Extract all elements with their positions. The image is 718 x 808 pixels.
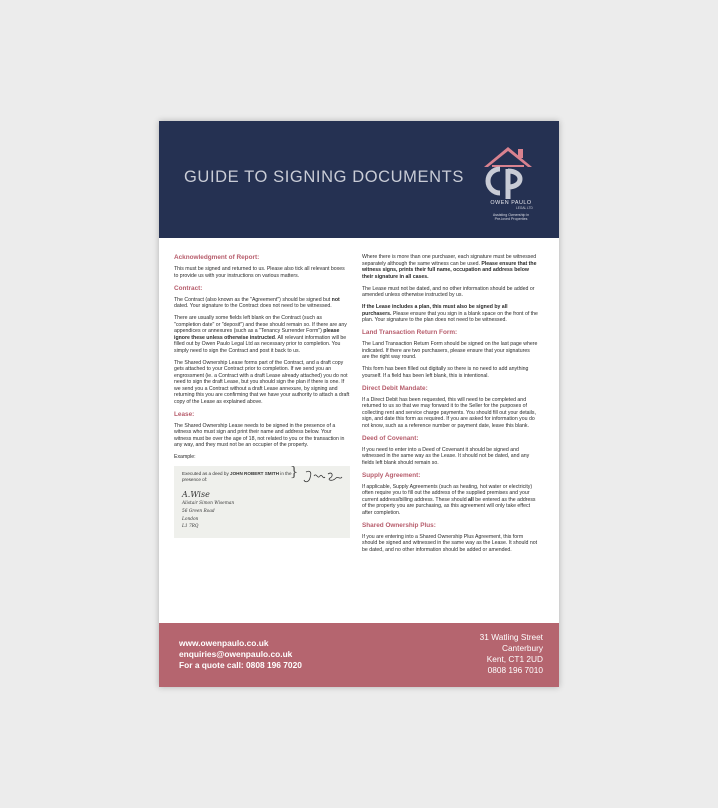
address-line: 31 Watling Street [479, 632, 543, 642]
section-heading-lease: Lease: [174, 410, 195, 418]
email-link[interactable]: enquiries@owenpaulo.co.uk [179, 649, 293, 659]
paragraph: If the Lease includes a plan, this must also be signed by all purchasers. Please ensure that you sign in a blank space on the front of the plan. Your signature to the plan does not need to be witnessed. [362, 304, 538, 323]
paragraph: If applicable, Supply Agreements (such as heating, hot water or electricity) often require you to fill out the address of the supplied premises and your current address/billing address. These should all be entered as the address of the property you are purchasing, as this agreement will only take effect after completion. [362, 483, 536, 516]
footer-address [480, 632, 543, 676]
john-smith-signature [302, 468, 346, 486]
witness-signature: A.Wise [182, 490, 210, 499]
witness-address-line: London [182, 516, 199, 522]
paragraph: If you need to enter into a Deed of Covenant it should be signed and witnessed in the same way as the Lease. It should not be dated, and any fields left blank should remain so. [362, 446, 530, 466]
paragraph: If you are entering into a Shared Ownership Plus Agreement, this form should be signed and witnessed in the same way as the Lease. It should not be dated, and no other information should be added or amended. [362, 533, 538, 553]
witness-address-line: 56 Green Road [182, 508, 215, 514]
witness-details [182, 490, 234, 531]
content-area [174, 254, 544, 616]
paragraph: The Lease must not be dated, and no other information should be added or amended unless otherwise instructed by us. [362, 285, 535, 298]
brand-tagline [470, 213, 552, 222]
website-link[interactable]: www.owenpaulo.co.uk [179, 638, 269, 648]
office-phone: 0808 196 7010 [487, 665, 543, 675]
paragraph: The Land Transaction Return Form should be signed on the last page where indicated. If there are two purchasers, please ensure that your signatures are the right way round. [362, 341, 538, 360]
company-logo [470, 143, 552, 233]
execution-clause: Executed as a deed by JOHN ROBERT SMITH in the presence of: [182, 471, 292, 482]
example-label: Example: [174, 454, 196, 460]
left-column [174, 254, 350, 538]
page-title: GUIDE TO SIGNING DOCUMENTS [184, 168, 464, 186]
paragraph: If a Direct Debit has been requested, this will need to be completed and returned to us so that we may forward it to the Seller for the purposes of collecting rent and service charge payments. You should fill out your details, sign, and date this form as required. If you are asked for information you do not know, such as a reference number or payment date, leave this blank. [362, 396, 536, 429]
section-heading-land-transaction: Land Transaction Return Form: [362, 329, 458, 336]
brand-legal: LEGAL LTD [516, 206, 533, 210]
paragraph: The Shared Ownership Lease forms part of the Contract, and a draft copy gets attached to your Contract prior to completion. If we send you an engrossment (ie. a Contract with a draft Lease already attached) you do not need to sign the draft Lease, but you should sign the plan if there is one. If we send you a Contract without a draft Lease annexure, by signing and returning this you are confirming that we have your authority to attach a draft copy of the Lease as explained above. [174, 359, 350, 405]
quote-phone: For a quote call: 0808 196 7020 [179, 660, 302, 670]
paragraph: This must be signed and returned to us. Please also tick all relevant boxes to provide us with your instructions on various matters. [174, 266, 345, 279]
footer-banner [159, 623, 559, 687]
witness-name: Alistair Simon Wiseman [182, 501, 235, 506]
document-page [159, 121, 559, 687]
header-banner [159, 121, 559, 238]
tagline-line-1: Assisting Ownership in [492, 213, 530, 217]
brace-symbol: } [290, 465, 299, 480]
section-heading-supply-agreement: Supply Agreement: [362, 471, 421, 479]
section-heading-direct-debit: Direct Debit Mandate: [362, 384, 428, 392]
section-heading-acknowledgment: Acknowledgment of Report: [174, 254, 260, 261]
address-line: Kent, CT1 2UD [486, 654, 543, 664]
paragraph: There are usually some fields left blank on the Contract (such as "completion date" or "deposit") and these should remain so. If there are any appendices or annexures (such as a "Tenancy Surrender Form") please ignore these unless otherwise instructed. All relevant information will be filled out by Owen Paulo Legal Ltd as necessary prior to completion. You simply need to sign the Contract and post it back to us. [174, 315, 347, 354]
witness-address-line: L1 7RQ [182, 524, 199, 530]
footer-contacts [179, 638, 302, 671]
tagline-line-2: Pre-loved Properties [494, 217, 528, 222]
paragraph: This form has been filled out digitally so there is no need to add anything yourself. If a field has been left blank, this is intentional. [362, 366, 529, 379]
paragraph: The Shared Ownership Lease needs to be signed in the presence of a witness who must sign and print their name and address below. Your witness must be over the age of 18, not related to you or the transaction in any way, and they must not be an occupier of the property. [174, 422, 345, 448]
house-logo-icon [470, 143, 552, 201]
section-heading-deed-of-covenant: Deed of Covenant: [362, 434, 419, 442]
paragraph: The Contract (also known as the "Agreement") should be signed but not dated. Your signature to the Contract does not need to be witnessed. [174, 296, 340, 309]
section-heading-shared-ownership-plus: Shared Ownership Plus: [362, 521, 436, 529]
brand-name: OWEN PAULO [490, 200, 532, 206]
address-line: Canterbury [501, 643, 543, 653]
paragraph: Where there is more than one purchaser, each signature must be witnessed separately although the same witness can be used. Please ensure that the witness signs, prints their full name, occupation and address below their signature in all cases. [362, 254, 537, 280]
section-heading-contract: Contract: [174, 284, 203, 292]
right-column [362, 254, 538, 559]
signature-example-box [174, 466, 350, 538]
